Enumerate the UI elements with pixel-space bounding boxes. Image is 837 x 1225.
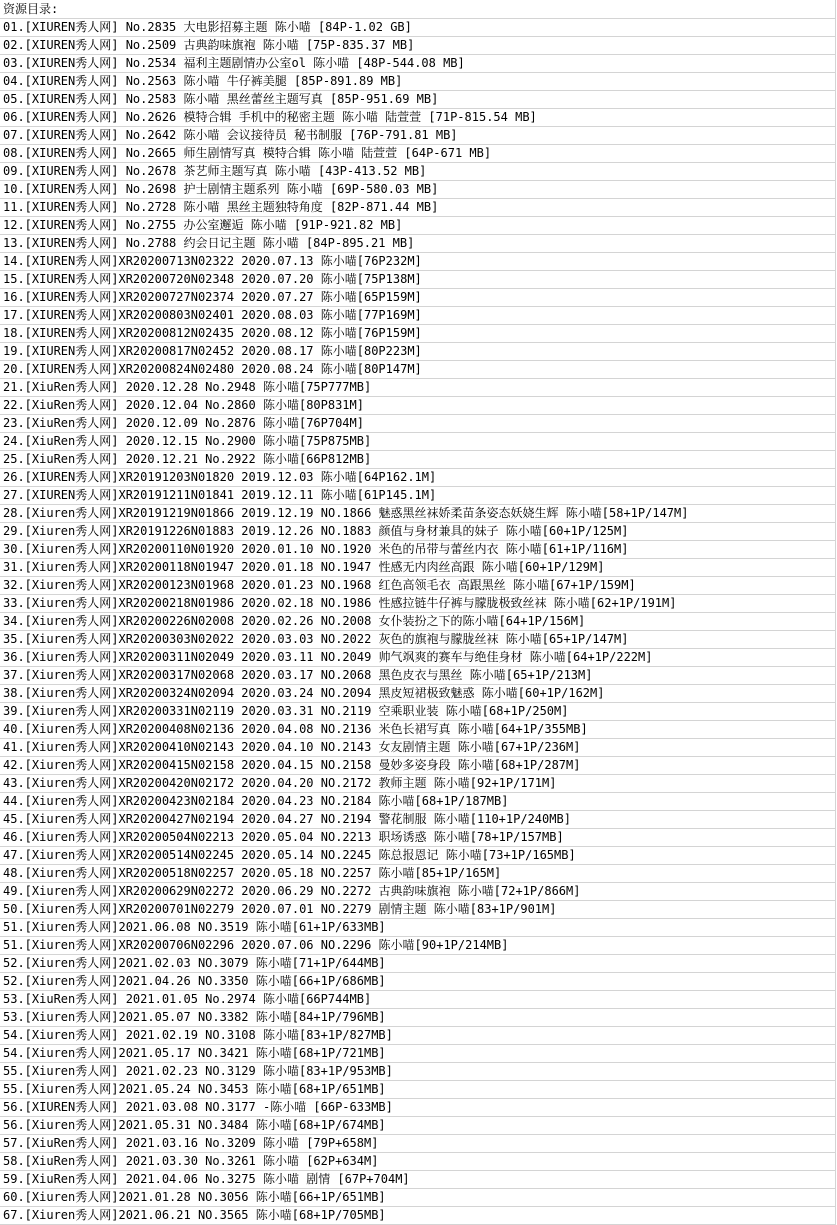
list-item: 67.[Xiuren秀人网]2021.06.21 NO.3565 陈小喵[68+1P/705MB] — [0, 1207, 836, 1225]
list-item: 12.[XIUREN秀人网] No.2755 办公室邂逅 陈小喵 [91P-921.82 MB] — [0, 217, 836, 235]
list-item: 04.[XIUREN秀人网] No.2563 陈小喵 牛仔裤美腿 [85P-891.89 MB] — [0, 73, 836, 91]
list-item: 19.[XIUREN秀人网]XR20200817N02452 2020.08.17 陈小喵[80P223M] — [0, 343, 836, 361]
list-item: 11.[XIUREN秀人网] No.2728 陈小喵 黑丝主题独特角度 [82P-871.44 MB] — [0, 199, 836, 217]
list-item: 09.[XIUREN秀人网] No.2678 茶艺师主题写真 陈小喵 [43P-413.52 MB] — [0, 163, 836, 181]
list-item: 32.[Xiuren秀人网]XR20200123N01968 2020.01.23 NO.1968 红色高领毛衣 高跟黑丝 陈小喵[67+1P/159M] — [0, 577, 836, 595]
list-item: 45.[Xiuren秀人网]XR20200427N02194 2020.04.27 NO.2194 警花制服 陈小喵[110+1P/240MB] — [0, 811, 836, 829]
list-item: 06.[XIUREN秀人网] No.2626 模特合辑 手机中的秘密主题 陈小喵 陆萱萱 [71P-815.54 MB] — [0, 109, 836, 127]
list-item: 50.[Xiuren秀人网]XR20200701N02279 2020.07.01 NO.2279 剧情主题 陈小喵[83+1P/901M] — [0, 901, 836, 919]
list-header: 资源目录: — [3, 2, 59, 16]
list-item: 38.[Xiuren秀人网]XR20200324N02094 2020.03.24 NO.2094 黑皮短裙极致魅惑 陈小喵[60+1P/162M] — [0, 685, 836, 703]
list-item: 35.[Xiuren秀人网]XR20200303N02022 2020.03.03 NO.2022 灰色的旗袍与朦胧丝袜 陈小喵[65+1P/147M] — [0, 631, 836, 649]
list-item: 15.[XIUREN秀人网]XR20200720N02348 2020.07.20 陈小喵[75P138M] — [0, 271, 836, 289]
list-item: 27.[XIUREN秀人网]XR20191211N01841 2019.12.11 陈小喵[61P145.1M] — [0, 487, 836, 505]
list-item: 29.[Xiuren秀人网]XR20191226N01883 2019.12.26 NO.1883 颜值与身材兼具的妹子 陈小喵[60+1P/125M] — [0, 523, 836, 541]
list-item: 52.[Xiuren秀人网]2021.04.26 NO.3350 陈小喵[66+1P/686MB] — [0, 973, 836, 991]
list-item: 25.[XiuRen秀人网] 2020.12.21 No.2922 陈小喵[66P812MB] — [0, 451, 836, 469]
list-item: 22.[XiuRen秀人网] 2020.12.04 No.2860 陈小喵[80P831M] — [0, 397, 836, 415]
list-item: 08.[XIUREN秀人网] No.2665 师生剧情写真 模特合辑 陈小喵 陆萱萱 [64P-671 MB] — [0, 145, 836, 163]
list-item: 58.[XiuRen秀人网] 2021.03.30 No.3261 陈小喵 [62P+634M] — [0, 1153, 836, 1171]
list-item: 13.[XIUREN秀人网] No.2788 约会日记主题 陈小喵 [84P-895.21 MB] — [0, 235, 836, 253]
list-item: 10.[XIUREN秀人网] No.2698 护士剧情主题系列 陈小喵 [69P-580.03 MB] — [0, 181, 836, 199]
list-item: 31.[Xiuren秀人网]XR20200118N01947 2020.01.18 NO.1947 性感无内肉丝高跟 陈小喵[60+1P/129M] — [0, 559, 836, 577]
list-item: 49.[Xiuren秀人网]XR20200629N02272 2020.06.29 NO.2272 古典韵味旗袍 陈小喵[72+1P/866M] — [0, 883, 836, 901]
list-item: 44.[Xiuren秀人网]XR20200423N02184 2020.04.23 NO.2184 陈小喵[68+1P/187MB] — [0, 793, 836, 811]
list-item: 01.[XIUREN秀人网] No.2835 大电影招募主题 陈小喵 [84P-1.02 GB] — [0, 19, 836, 37]
list-item: 23.[XiuRen秀人网] 2020.12.09 No.2876 陈小喵[76P704M] — [0, 415, 836, 433]
list-item: 26.[XIUREN秀人网]XR20191203N01820 2019.12.03 陈小喵[64P162.1M] — [0, 469, 836, 487]
list-item: 53.[XiuRen秀人网] 2021.01.05 No.2974 陈小喵[66P744MB] — [0, 991, 836, 1009]
list-item: 39.[Xiuren秀人网]XR20200331N02119 2020.03.31 NO.2119 空乘职业装 陈小喵[68+1P/250M] — [0, 703, 836, 721]
list-item: 56.[Xiuren秀人网]2021.05.31 NO.3484 陈小喵[68+1P/674MB] — [0, 1117, 836, 1135]
list-item: 43.[Xiuren秀人网]XR20200420N02172 2020.04.20 NO.2172 教师主题 陈小喵[92+1P/171M] — [0, 775, 836, 793]
list-item: 21.[XiuRen秀人网] 2020.12.28 No.2948 陈小喵[75P777MB] — [0, 379, 836, 397]
list-item: 56.[XIUREN秀人网] 2021.03.08 NO.3177 -陈小喵 [66P-633MB] — [0, 1099, 836, 1117]
list-item: 16.[XIUREN秀人网]XR20200727N02374 2020.07.27 陈小喵[65P159M] — [0, 289, 836, 307]
list-item: 46.[Xiuren秀人网]XR20200504N02213 2020.05.04 NO.2213 职场诱惑 陈小喵[78+1P/157MB] — [0, 829, 836, 847]
list-item: 37.[Xiuren秀人网]XR20200317N02068 2020.03.17 NO.2068 黑色皮衣与黑丝 陈小喵[65+1P/213M] — [0, 667, 836, 685]
list-item: 60.[Xiuren秀人网]2021.01.28 NO.3056 陈小喵[66+1P/651MB] — [0, 1189, 836, 1207]
list-item: 48.[Xiuren秀人网]XR20200518N02257 2020.05.18 NO.2257 陈小喵[85+1P/165M] — [0, 865, 836, 883]
list-item: 47.[Xiuren秀人网]XR20200514N02245 2020.05.14 NO.2245 陈总报恩记 陈小喵[73+1P/165MB] — [0, 847, 836, 865]
list-item: 18.[XIUREN秀人网]XR20200812N02435 2020.08.12 陈小喵[76P159M] — [0, 325, 836, 343]
list-item: 54.[Xiuren秀人网] 2021.02.19 NO.3108 陈小喵[83+1P/827MB] — [0, 1027, 836, 1045]
list-item: 41.[Xiuren秀人网]XR20200410N02143 2020.04.10 NO.2143 女友剧情主题 陈小喵[67+1P/236M] — [0, 739, 836, 757]
list-item: 54.[Xiuren秀人网]2021.05.17 NO.3421 陈小喵[68+1P/721MB] — [0, 1045, 836, 1063]
list-item: 36.[Xiuren秀人网]XR20200311N02049 2020.03.11 NO.2049 帅气飒爽的赛车与绝佳身材 陈小喵[64+1P/222M] — [0, 649, 836, 667]
list-item: 40.[Xiuren秀人网]XR20200408N02136 2020.04.08 NO.2136 米色长裙写真 陈小喵[64+1P/355MB] — [0, 721, 836, 739]
list-item: 20.[XIUREN秀人网]XR20200824N02480 2020.08.24 陈小喵[80P147M] — [0, 361, 836, 379]
list-item: 33.[Xiuren秀人网]XR20200218N01986 2020.02.18 NO.1986 性感拉链牛仔裤与朦胧极致丝袜 陈小喵[62+1P/191M] — [0, 595, 836, 613]
list-item: 59.[XiuRen秀人网] 2021.04.06 No.3275 陈小喵 剧情 [67P+704M] — [0, 1171, 836, 1189]
list-item: 55.[Xiuren秀人网] 2021.02.23 NO.3129 陈小喵[83+1P/953MB] — [0, 1063, 836, 1081]
list-item: 14.[XIUREN秀人网]XR20200713N02322 2020.07.13 陈小喵[76P232M] — [0, 253, 836, 271]
list-item: 28.[Xiuren秀人网]XR20191219N01866 2019.12.19 NO.1866 魅惑黑丝袜娇柔苗条姿态妖娆生辉 陈小喵[58+1P/147M] — [0, 505, 836, 523]
list-item: 53.[Xiuren秀人网]2021.05.07 NO.3382 陈小喵[84+1P/796MB] — [0, 1009, 836, 1027]
list-item: 34.[Xiuren秀人网]XR20200226N02008 2020.02.26 NO.2008 女仆装扮之下的陈小喵[64+1P/156M] — [0, 613, 836, 631]
list-item: 17.[XIUREN秀人网]XR20200803N02401 2020.08.03 陈小喵[77P169M] — [0, 307, 836, 325]
list-item: 51.[Xiuren秀人网]XR20200706N02296 2020.07.06 NO.2296 陈小喵[90+1P/214MB] — [0, 937, 836, 955]
resource-rows — [0, 18, 836, 1225]
list-item: 05.[XIUREN秀人网] No.2583 陈小喵 黑丝蕾丝主题写真 [85P-951.69 MB] — [0, 91, 836, 109]
list-item: 51.[Xiuren秀人网]2021.06.08 NO.3519 陈小喵[61+1P/633MB] — [0, 919, 836, 937]
sheet-right-border — [835, 0, 836, 1225]
list-item: 02.[XIUREN秀人网] No.2509 古典韵味旗袍 陈小喵 [75P-835.37 MB] — [0, 37, 836, 55]
list-item: 24.[XiuRen秀人网] 2020.12.15 No.2900 陈小喵[75P875MB] — [0, 433, 836, 451]
list-item: 55.[Xiuren秀人网]2021.05.24 NO.3453 陈小喵[68+1P/651MB] — [0, 1081, 836, 1099]
list-item: 52.[Xiuren秀人网]2021.02.03 NO.3079 陈小喵[71+1P/644MB] — [0, 955, 836, 973]
list-item: 03.[XIUREN秀人网] No.2534 福利主题剧情办公室ol 陈小喵 [48P-544.08 MB] — [0, 55, 836, 73]
list-item: 07.[XIUREN秀人网] No.2642 陈小喵 会议接待员 秘书制服 [76P-791.81 MB] — [0, 127, 836, 145]
list-item: 57.[XiuRen秀人网] 2021.03.16 No.3209 陈小喵 [79P+658M] — [0, 1135, 836, 1153]
list-item: 30.[Xiuren秀人网]XR20200110N01920 2020.01.10 NO.1920 米色的吊带与蕾丝内衣 陈小喵[61+1P/116M] — [0, 541, 836, 559]
list-item: 42.[Xiuren秀人网]XR20200415N02158 2020.04.15 NO.2158 曼妙多姿身段 陈小喵[68+1P/287M] — [0, 757, 836, 775]
